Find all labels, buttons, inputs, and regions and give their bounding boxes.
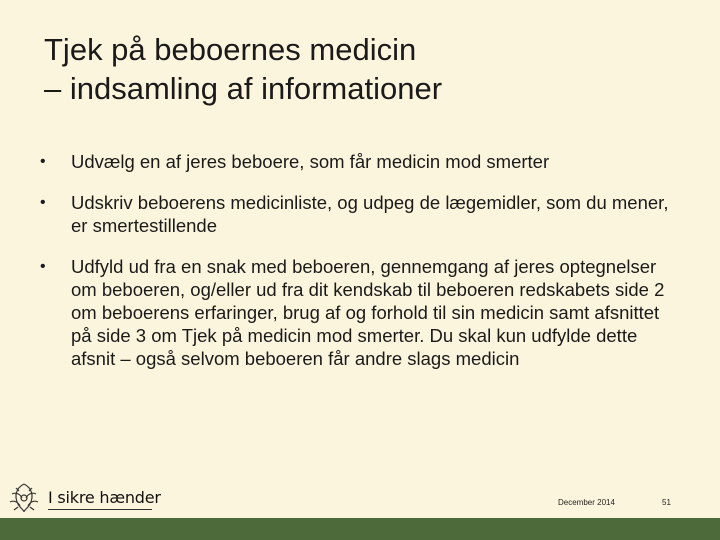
- bullet-item: [0, 191, 720, 237]
- bullet-marker: •: [40, 194, 46, 211]
- slide-title: [44, 30, 684, 108]
- bullet-item: [0, 150, 720, 173]
- bullet-item: [0, 255, 720, 370]
- title-line-1: Tjek på beboernes medicin: [44, 32, 417, 67]
- bullet-marker: •: [40, 153, 46, 170]
- bullet-text: Udskriv beboerens medicinliste, og udpeg de lægemidler, som du mener, er smertestillende: [71, 192, 669, 236]
- logo: [6, 480, 161, 516]
- bullet-text: Udvælg en af jeres beboere, som får medicin mod smerter: [71, 151, 550, 172]
- footer-date: December 2014: [558, 498, 615, 507]
- leaf-emblem-icon: [6, 480, 42, 516]
- bullet-marker: •: [40, 258, 46, 275]
- title-line-2: – indsamling af informationer: [44, 71, 443, 106]
- footer-bar: [0, 518, 720, 540]
- bullet-list: [0, 150, 720, 388]
- logo-text: I sikre hænder: [48, 488, 161, 507]
- bullet-text: Udfyld ud fra en snak med beboeren, gennemgang af jeres optegnelser om beboeren, og/eller ud fra dit kendskab til beboeren redskabets side 2 om beboerens erfaringer, brug af og forhold til sin medicin samt afsnittet på side 3 om Tjek på medicin mod smerter. Du skal kun udfylde dette afsnit – også selvom beboeren får andre slags medicin: [71, 256, 665, 369]
- logo-underline: [48, 509, 152, 510]
- page-number: 51: [662, 498, 671, 507]
